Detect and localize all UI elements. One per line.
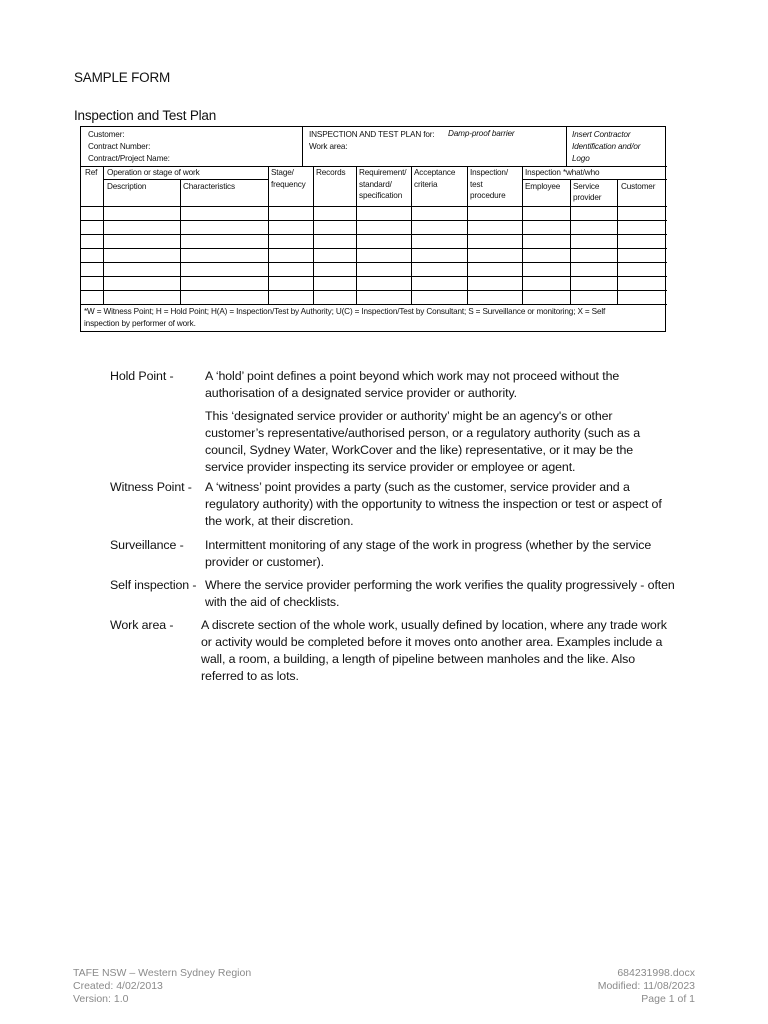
col-procedure-line2: test	[470, 180, 483, 189]
definition-line: This ‘designated service provider or authority’ might be an agency's or other	[205, 409, 613, 423]
contract-number-label: Contract Number:	[88, 142, 151, 151]
definition-line: with the aid of checklists.	[205, 595, 340, 609]
footer-modified: Modified: 11/08/2023	[597, 980, 695, 992]
footer-page-number: Page 1 of 1	[641, 993, 695, 1005]
footer-version: Version: 1.0	[73, 993, 129, 1005]
document-subtitle: Inspection and Test Plan	[74, 108, 217, 123]
work-area-label: Work area:	[309, 142, 348, 151]
col-acceptance-line2: criteria	[414, 180, 438, 189]
col-requirement-line2: standard/	[359, 180, 392, 189]
itp-legend-line1: *W = Witness Point; H = Hold Point; H(A) = Inspection/Test by Authority; U(C) = Inspection/Test by Consultant; S = Surveillance or monitoring; X = Self	[84, 307, 606, 316]
col-what-who: Inspection *what/who	[525, 168, 600, 177]
contract-project-label: Contract/Project Name:	[88, 154, 170, 163]
footer-org: TAFE NSW – Western Sydney Region	[73, 967, 252, 979]
definition-line: A ‘hold’ point defines a point beyond which work may not proceed without the	[205, 369, 620, 383]
term-hold-point: Hold Point -	[110, 369, 174, 383]
definition-surveillance	[205, 537, 705, 571]
definition-line: service provider inspecting its service provider or employee or agent.	[205, 460, 576, 474]
col-procedure-line3: procedure	[470, 191, 506, 200]
col-customer: Customer	[621, 182, 656, 191]
definition-work-area	[201, 617, 701, 685]
term-surveillance: Surveillance -	[110, 538, 184, 552]
footer-right	[598, 967, 695, 1006]
col-requirement-line1: Requirement/	[359, 168, 407, 177]
definition-witness-point	[205, 479, 705, 530]
contractor-placeholder-line3: Logo	[572, 154, 590, 163]
footer-left	[73, 967, 251, 1006]
definition-line: Intermittent monitoring of any stage of the work in progress (whether by the service	[205, 538, 652, 552]
col-characteristics: Characteristics	[183, 182, 235, 191]
term-work-area: Work area -	[110, 618, 174, 632]
col-service-provider-line2: provider	[573, 193, 602, 202]
contractor-placeholder-line2: Identification and/or	[572, 142, 641, 151]
term-witness-point: Witness Point -	[110, 480, 192, 494]
contractor-placeholder-line1: Insert Contractor	[572, 130, 631, 139]
definition-line: A discrete section of the whole work, usually defined by location, where any trade work	[201, 618, 667, 632]
definition-line: wall, a room, a building, a length of pipeline between manholes and the like. Also	[201, 652, 636, 666]
col-acceptance-line1: Acceptance	[414, 168, 456, 177]
definition-line: A ‘witness’ point provides a party (such as the customer, service provider and a	[205, 480, 630, 494]
definition-hold-point	[205, 368, 705, 402]
col-records: Records	[316, 168, 346, 177]
plan-for-value: Damp-proof barrier	[448, 129, 515, 138]
definition-line: Where the service provider performing the work verifies the quality progressively - often	[205, 578, 675, 592]
footer-created: Created: 4/02/2013	[73, 980, 163, 992]
col-description: Description	[107, 182, 147, 191]
definition-designated-provider	[205, 408, 705, 476]
itp-table	[80, 126, 666, 332]
definition-line: regulatory authority) with the opportunity to witness the inspection or test or aspect of	[205, 497, 662, 511]
term-self-inspection: Self inspection -	[110, 578, 197, 592]
definition-self-inspection	[205, 577, 705, 611]
definition-line: council, Sydney Water, WorkCover and the like) representative, or it may be the	[205, 443, 634, 457]
col-ref: Ref	[85, 168, 98, 177]
itp-legend-line2: inspection by performer of work.	[84, 319, 196, 328]
col-stage-line2: frequency	[271, 180, 306, 189]
document-title: SAMPLE FORM	[74, 70, 171, 85]
col-employee: Employee	[525, 182, 561, 191]
definition-line: customer’s representative/authorised person, or a regulatory authority (such as a	[205, 426, 640, 440]
definition-line: or activity would be completed before it moves onto another area. Examples include a	[201, 635, 663, 649]
col-stage-line1: Stage/	[271, 168, 294, 177]
footer-filename: 684231998.docx	[617, 967, 695, 979]
col-service-provider-line1: Service	[573, 182, 600, 191]
plan-for-label: INSPECTION AND TEST PLAN for:	[309, 130, 435, 139]
col-requirement-line3: specification	[359, 191, 403, 200]
customer-label: Customer:	[88, 130, 125, 139]
definition-line: provider or customer).	[205, 555, 324, 569]
col-operation: Operation or stage of work	[107, 168, 200, 177]
definition-line: the work, at their discretion.	[205, 514, 354, 528]
definition-line: authorisation of a designated service provider or authority.	[205, 386, 517, 400]
col-procedure-line1: Inspection/	[470, 168, 508, 177]
definition-line: referred to as lots.	[201, 669, 299, 683]
